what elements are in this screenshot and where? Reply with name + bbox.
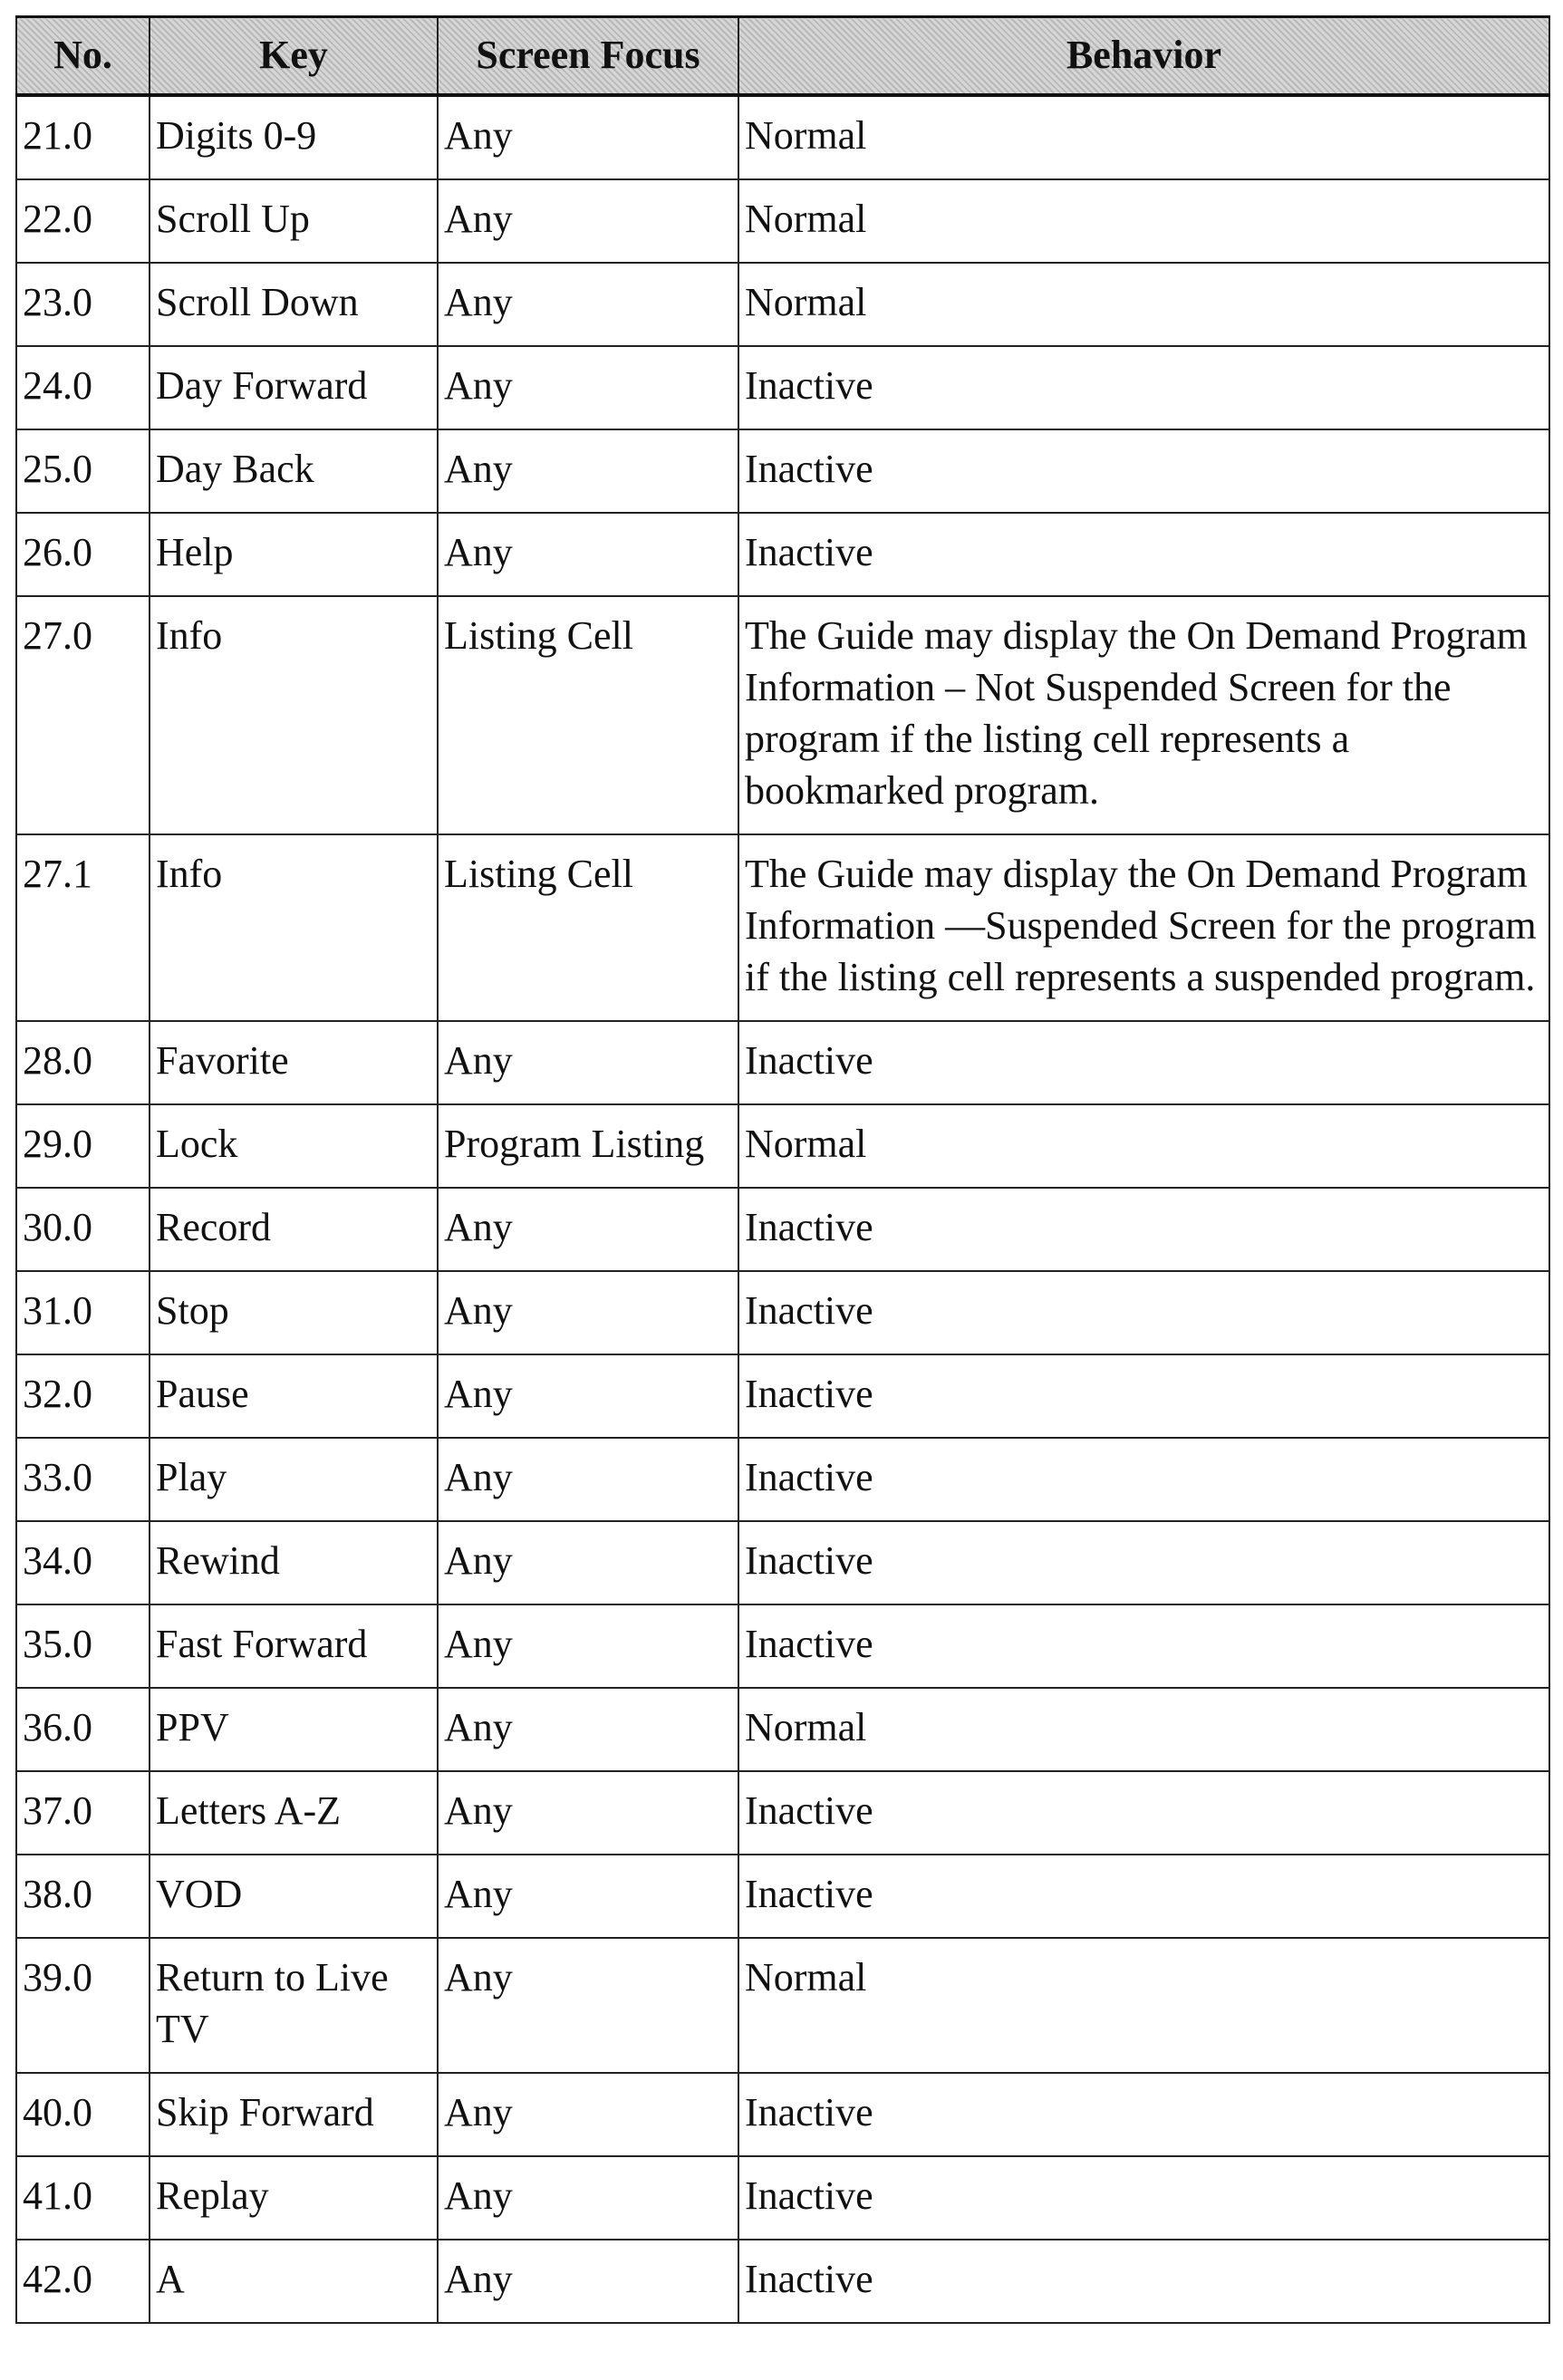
cell-key: Rewind [150, 1521, 438, 1604]
table-row [16, 95, 1549, 179]
cell-no: 23.0 [16, 263, 150, 346]
cell-behavior: Inactive [738, 2156, 1549, 2240]
cell-screen-focus: Listing Cell [438, 596, 738, 834]
table-row [16, 1021, 1549, 1104]
table-row [16, 1521, 1549, 1604]
cell-screen-focus: Any [438, 513, 738, 596]
table-row [16, 1188, 1549, 1271]
cell-screen-focus: Any [438, 95, 738, 179]
cell-screen-focus: Any [438, 1354, 738, 1438]
cell-behavior: Normal [738, 1688, 1549, 1771]
table-row [16, 1271, 1549, 1354]
cell-behavior: Inactive [738, 346, 1549, 429]
cell-behavior: Normal [738, 1104, 1549, 1188]
cell-no: 35.0 [16, 1604, 150, 1688]
cell-no: 24.0 [16, 346, 150, 429]
cell-behavior: Normal [738, 1938, 1549, 2073]
cell-screen-focus: Any [438, 2240, 738, 2323]
table-row [16, 596, 1549, 834]
cell-no: 25.0 [16, 429, 150, 513]
cell-key: Info [150, 596, 438, 834]
cell-key: Letters A-Z [150, 1771, 438, 1855]
table-row [16, 513, 1549, 596]
cell-no: 34.0 [16, 1521, 150, 1604]
cell-key: Day Back [150, 429, 438, 513]
cell-no: 41.0 [16, 2156, 150, 2240]
cell-screen-focus: Any [438, 2156, 738, 2240]
cell-key: Help [150, 513, 438, 596]
cell-no: 28.0 [16, 1021, 150, 1104]
cell-behavior: Normal [738, 263, 1549, 346]
cell-key: Digits 0-9 [150, 95, 438, 179]
cell-behavior: Normal [738, 95, 1549, 179]
cell-behavior: Inactive [738, 513, 1549, 596]
cell-no: 27.0 [16, 596, 150, 834]
cell-screen-focus: Any [438, 179, 738, 263]
cell-screen-focus: Any [438, 1938, 738, 2073]
cell-key: A [150, 2240, 438, 2323]
cell-no: 32.0 [16, 1354, 150, 1438]
cell-behavior: Inactive [738, 1188, 1549, 1271]
cell-no: 31.0 [16, 1271, 150, 1354]
cell-key: Stop [150, 1271, 438, 1354]
cell-behavior: Inactive [738, 1855, 1549, 1938]
cell-no: 37.0 [16, 1771, 150, 1855]
cell-no: 36.0 [16, 1688, 150, 1771]
cell-screen-focus: Any [438, 1771, 738, 1855]
table-row [16, 1771, 1549, 1855]
cell-key: Return to Live TV [150, 1938, 438, 2073]
cell-screen-focus: Any [438, 1855, 738, 1938]
table-row [16, 346, 1549, 429]
header-key: Key [150, 17, 438, 96]
cell-behavior: Inactive [738, 1271, 1549, 1354]
table-row [16, 2240, 1549, 2323]
cell-behavior: Inactive [738, 1438, 1549, 1521]
cell-no: 33.0 [16, 1438, 150, 1521]
cell-no: 39.0 [16, 1938, 150, 2073]
cell-key: Scroll Up [150, 179, 438, 263]
cell-behavior: Inactive [738, 1604, 1549, 1688]
cell-key: Day Forward [150, 346, 438, 429]
cell-screen-focus: Any [438, 263, 738, 346]
cell-no: 40.0 [16, 2073, 150, 2156]
cell-key: Pause [150, 1354, 438, 1438]
table-row [16, 1604, 1549, 1688]
cell-no: 30.0 [16, 1188, 150, 1271]
header-behavior: Behavior [738, 17, 1549, 96]
cell-screen-focus: Any [438, 1188, 738, 1271]
table-row [16, 1354, 1549, 1438]
cell-key: PPV [150, 1688, 438, 1771]
header-screen-focus: Screen Focus [438, 17, 738, 96]
header-row [16, 17, 1549, 96]
cell-behavior: Inactive [738, 2073, 1549, 2156]
cell-no: 27.1 [16, 834, 150, 1021]
cell-behavior: Inactive [738, 2240, 1549, 2323]
cell-screen-focus: Any [438, 1271, 738, 1354]
cell-screen-focus: Any [438, 429, 738, 513]
cell-screen-focus: Any [438, 346, 738, 429]
table-row [16, 179, 1549, 263]
cell-screen-focus: Any [438, 1688, 738, 1771]
cell-key: Lock [150, 1104, 438, 1188]
cell-behavior: Inactive [738, 1354, 1549, 1438]
cell-key: Scroll Down [150, 263, 438, 346]
cell-behavior: Inactive [738, 1021, 1549, 1104]
table-row [16, 263, 1549, 346]
cell-behavior: The Guide may display the On Demand Program Information – Not Suspended Screen for the program if the listing cell represents a bookmarked program. [738, 596, 1549, 834]
table-row [16, 429, 1549, 513]
cell-no: 42.0 [16, 2240, 150, 2323]
cell-no: 22.0 [16, 179, 150, 263]
table-row [16, 1938, 1549, 2073]
cell-key: Play [150, 1438, 438, 1521]
table-row [16, 834, 1549, 1021]
cell-key: Info [150, 834, 438, 1021]
table-row [16, 2073, 1549, 2156]
cell-behavior: Normal [738, 179, 1549, 263]
table-row [16, 1688, 1549, 1771]
cell-screen-focus: Listing Cell [438, 834, 738, 1021]
cell-behavior: The Guide may display the On Demand Program Information —Suspended Screen for the program if the listing cell represents a suspended program. [738, 834, 1549, 1021]
cell-screen-focus: Any [438, 1438, 738, 1521]
cell-screen-focus: Any [438, 1604, 738, 1688]
cell-key: Record [150, 1188, 438, 1271]
cell-behavior: Inactive [738, 1771, 1549, 1855]
cell-key: Replay [150, 2156, 438, 2240]
cell-no: 29.0 [16, 1104, 150, 1188]
cell-key: Skip Forward [150, 2073, 438, 2156]
cell-screen-focus: Program Listing [438, 1104, 738, 1188]
table-row [16, 1438, 1549, 1521]
key-behavior-table [15, 15, 1550, 2324]
cell-behavior: Inactive [738, 1521, 1549, 1604]
cell-key: VOD [150, 1855, 438, 1938]
cell-behavior: Inactive [738, 429, 1549, 513]
cell-no: 38.0 [16, 1855, 150, 1938]
table-row [16, 1104, 1549, 1188]
header-no: No. [16, 17, 150, 96]
cell-screen-focus: Any [438, 1021, 738, 1104]
cell-key: Fast Forward [150, 1604, 438, 1688]
cell-no: 21.0 [16, 95, 150, 179]
cell-key: Favorite [150, 1021, 438, 1104]
table-row [16, 2156, 1549, 2240]
cell-screen-focus: Any [438, 2073, 738, 2156]
table-row [16, 1855, 1549, 1938]
cell-screen-focus: Any [438, 1521, 738, 1604]
cell-no: 26.0 [16, 513, 150, 596]
